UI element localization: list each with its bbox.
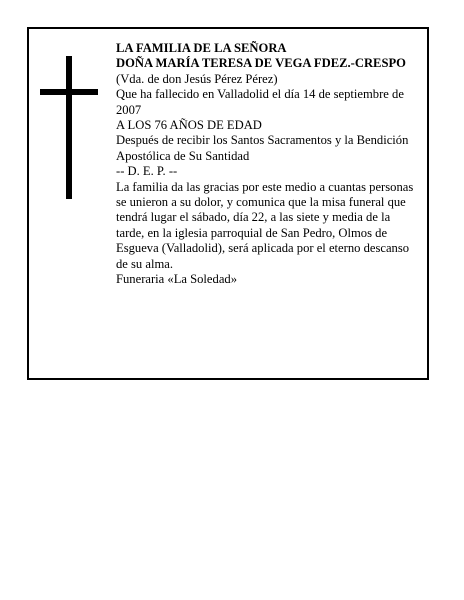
notice-body: La familia da las gracias por este medio a cuantas personas se unieron a su dolor, y comunica que la misa funeral que tendrá lugar el sábado, día 22, a las siete y media de la tarde, en la iglesia parroquial de San Pedro, Olmos de Esgueva (Valladolid), será aplicada por el eterno descanso de su alma.	[116, 179, 414, 271]
sacraments-line: Después de recibir los Santos Sacramentos y la Bendición Apostólica de Su Santidad	[116, 133, 409, 163]
funeral-home: Funeraria «La Soledad»	[116, 272, 237, 287]
rip-line: -- D. E. P. --	[116, 164, 178, 179]
cross-vertical-bar	[66, 56, 72, 199]
obituary-notice	[27, 27, 429, 380]
death-info: Que ha fallecido en Valladolid el día 14 de septiembre de 2007	[116, 87, 404, 117]
deceased-name: DOÑA MARÍA TERESA DE VEGA FDEZ.-CRESPO	[116, 56, 406, 71]
cross-horizontal-bar	[40, 89, 98, 95]
cross-icon	[40, 56, 98, 199]
widow-of-line: (Vda. de don Jesús Pérez Pérez)	[116, 71, 278, 86]
obituary-text	[116, 41, 421, 288]
family-heading: LA FAMILIA DE LA SEÑORA	[116, 41, 287, 55]
age-line: A LOS 76 AÑOS DE EDAD	[116, 118, 262, 133]
